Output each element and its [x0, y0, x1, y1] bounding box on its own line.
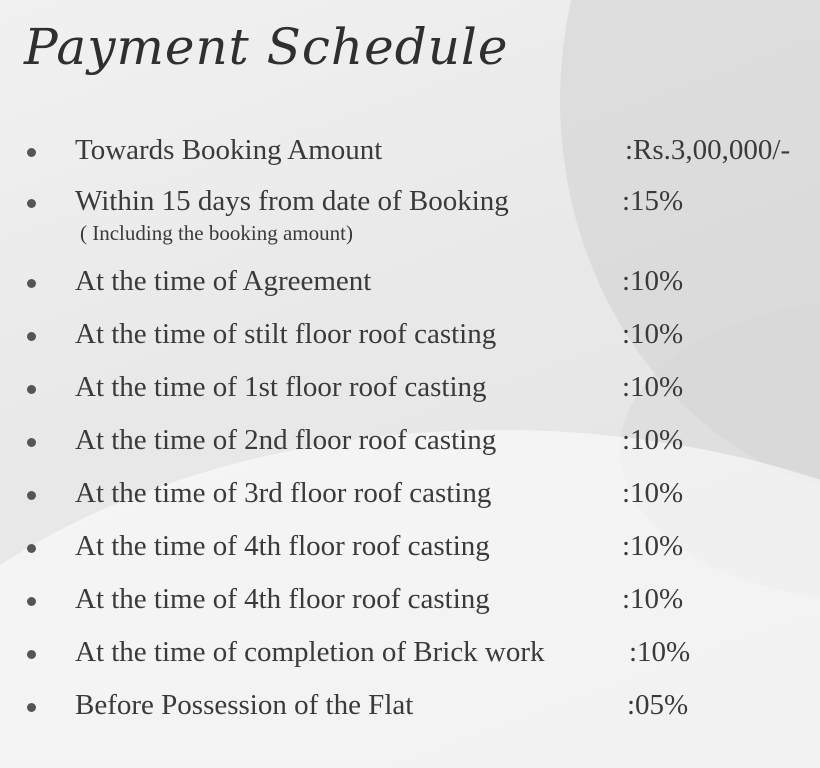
- schedule-item: [0, 265, 820, 305]
- schedule-item-value: :10%: [622, 318, 684, 350]
- bullet-icon: [27, 438, 36, 447]
- bullet-icon: [27, 279, 36, 288]
- page-title: Payment Schedule: [24, 18, 509, 76]
- bullet-icon: [27, 544, 36, 553]
- schedule-item-value: :10%: [622, 371, 684, 403]
- schedule-item-value: :10%: [629, 636, 691, 668]
- schedule-item-label: At the time of Agreement: [75, 265, 372, 297]
- schedule-item: [0, 371, 820, 411]
- bullet-icon: [27, 491, 36, 500]
- schedule-item: [0, 424, 820, 464]
- schedule-item-value: :10%: [622, 265, 684, 297]
- schedule-item-value: :05%: [627, 689, 689, 721]
- schedule-item: [0, 583, 820, 623]
- schedule-item-value: :10%: [622, 583, 684, 615]
- schedule-item-label: At the time of 2nd floor roof casting: [75, 424, 497, 456]
- bullet-icon: [27, 385, 36, 394]
- schedule-item: [0, 689, 820, 729]
- bullet-icon: [27, 332, 36, 341]
- schedule-item: [0, 134, 820, 174]
- schedule-item-value: :10%: [622, 477, 684, 509]
- schedule-item-label: At the time of 1st floor roof casting: [75, 371, 487, 403]
- schedule-item-value: :10%: [622, 424, 684, 456]
- schedule-item-value: :Rs.3,00,000/-: [625, 134, 791, 166]
- schedule-item: [0, 185, 820, 247]
- schedule-item: [0, 318, 820, 358]
- bullet-icon: [27, 703, 36, 712]
- schedule-item-label: Before Possession of the Flat: [75, 689, 414, 721]
- schedule-item: [0, 530, 820, 570]
- schedule-item-label: At the time of 4th floor roof casting: [75, 530, 490, 562]
- schedule-item-label: Within 15 days from date of Booking: [75, 185, 509, 217]
- bullet-icon: [27, 650, 36, 659]
- schedule-item-value: :10%: [622, 530, 684, 562]
- bullet-icon: [27, 199, 36, 208]
- schedule-item: [0, 477, 820, 517]
- schedule-item-label: Towards Booking Amount: [75, 134, 383, 166]
- schedule-item-label: At the time of 4th floor roof casting: [75, 583, 490, 615]
- schedule-item-label: At the time of stilt floor roof casting: [75, 318, 497, 350]
- bullet-icon: [27, 597, 36, 606]
- schedule-item: [0, 636, 820, 676]
- schedule-item-label: At the time of completion of Brick work: [75, 636, 545, 668]
- schedule-item-label: At the time of 3rd floor roof casting: [75, 477, 492, 509]
- schedule-item-note: ( Including the booking amount): [80, 221, 353, 245]
- bullet-icon: [27, 148, 36, 157]
- schedule-item-value: :15%: [622, 185, 684, 217]
